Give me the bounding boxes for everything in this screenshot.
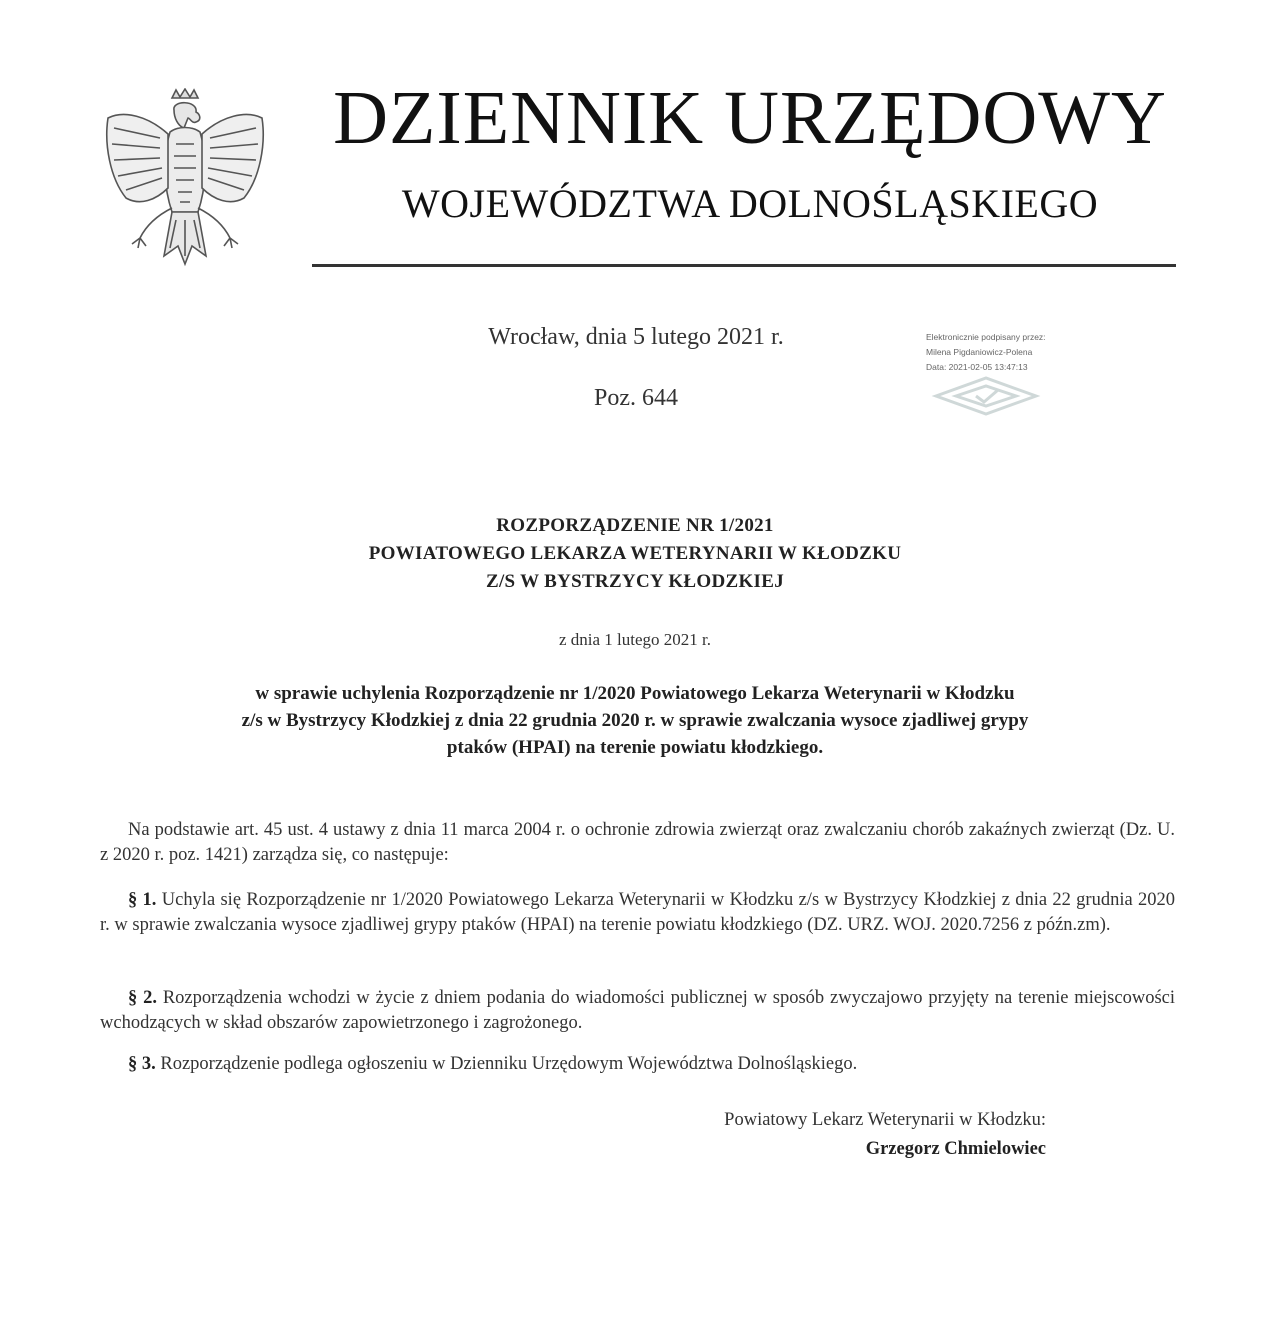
act-date: z dnia 1 lutego 2021 r.	[558, 630, 712, 649]
position-number: Poz. 644	[594, 385, 678, 411]
header-divider	[312, 264, 1176, 267]
place-date: Wrocław, dnia 5 lutego 2021 r.	[488, 324, 784, 350]
signatory-role: Powiatowy Lekarz Weterynarii w Kłodzku:	[724, 1110, 1046, 1130]
paragraph-number: § 2.	[128, 988, 157, 1008]
paragraph-text: Rozporządzenie podlega ogłoszeniu w Dzienniku Urzędowym Województwa Dolnośląskiego.	[160, 1054, 858, 1074]
journal-title: DZIENNIK URZĘDOWY	[333, 76, 1167, 160]
polish-eagle-emblem-icon	[100, 88, 270, 268]
legal-basis-paragraph: Na podstawie art. 45 ust. 4 ustawy z dnia 11 marca 2004 r. o ochronie zdrowia zwierząt oraz zwalczaniu chorób zakaźnych zwierząt (Dz. U. z 2020 r. poz. 1421) zarządza się, co następuje:	[100, 820, 1175, 865]
electronic-signature-stamp	[926, 330, 1126, 430]
act-title	[150, 512, 1120, 596]
signature-check-icon	[926, 374, 1046, 418]
act-subject-line: z/s w Bystrzycy Kłodzkiej z dnia 22 grudnia 2020 r. w sprawie zwalczania wysoce zjadliwej grypy	[241, 710, 1029, 731]
paragraph-text: Rozporządzenia wchodzi w życie z dniem podania do wiadomości publicznej w sposób zwyczajowo przyjęty na terenie miejscowości wchodzących w skład obszarów zapowietrzonego i zagrożonego.	[100, 988, 1176, 1033]
act-title-line: Z/S W BYSTRZYCY KŁODZKIEJ	[485, 571, 785, 592]
e-signature-line: Data: 2021-02-05 13:47:13	[926, 362, 1028, 372]
paragraph-1	[100, 888, 1175, 938]
act-subject-line: ptaków (HPAI) na terenie powiatu kłodzkiego.	[446, 737, 824, 758]
act-subject	[150, 680, 1120, 761]
e-signature-line: Milena Pigdaniowicz-Polena	[926, 347, 1033, 357]
paragraph-text: Uchyla się Rozporządzenie nr 1/2020 Powiatowego Lekarza Weterynarii w Kłodzku z/s w Bystrzycy Kłodzkiej z dnia 22 grudnia 2020 r. w sprawie zwalczania wysoce zjadliwej grypy ptaków (HPAI) na terenie powiatu kłodzkiego (DZ. URZ. WOJ. 2020.7256 z późn.zm).	[100, 890, 1175, 935]
paragraph-3	[100, 1052, 1175, 1077]
paragraph-2	[100, 986, 1175, 1036]
journal-subtitle: WOJEWÓDZTWA DOLNOŚLĄSKIEGO	[401, 181, 1099, 226]
paragraph-number: § 3.	[128, 1054, 156, 1074]
act-subject-line: w sprawie uchylenia Rozporządzenie nr 1/2020 Powiatowego Lekarza Weterynarii w Kłodzku	[255, 683, 1015, 704]
signatory-name: Grzegorz Chmielowiec	[865, 1139, 1046, 1159]
e-signature-line: Elektronicznie podpisany przez:	[926, 332, 1046, 342]
act-title-line: ROZPORZĄDZENIE NR 1/2021	[496, 515, 774, 536]
act-title-line: POWIATOWEGO LEKARZA WETERYNARII W KŁODZKU	[368, 543, 902, 564]
paragraph-number: § 1.	[128, 890, 157, 910]
